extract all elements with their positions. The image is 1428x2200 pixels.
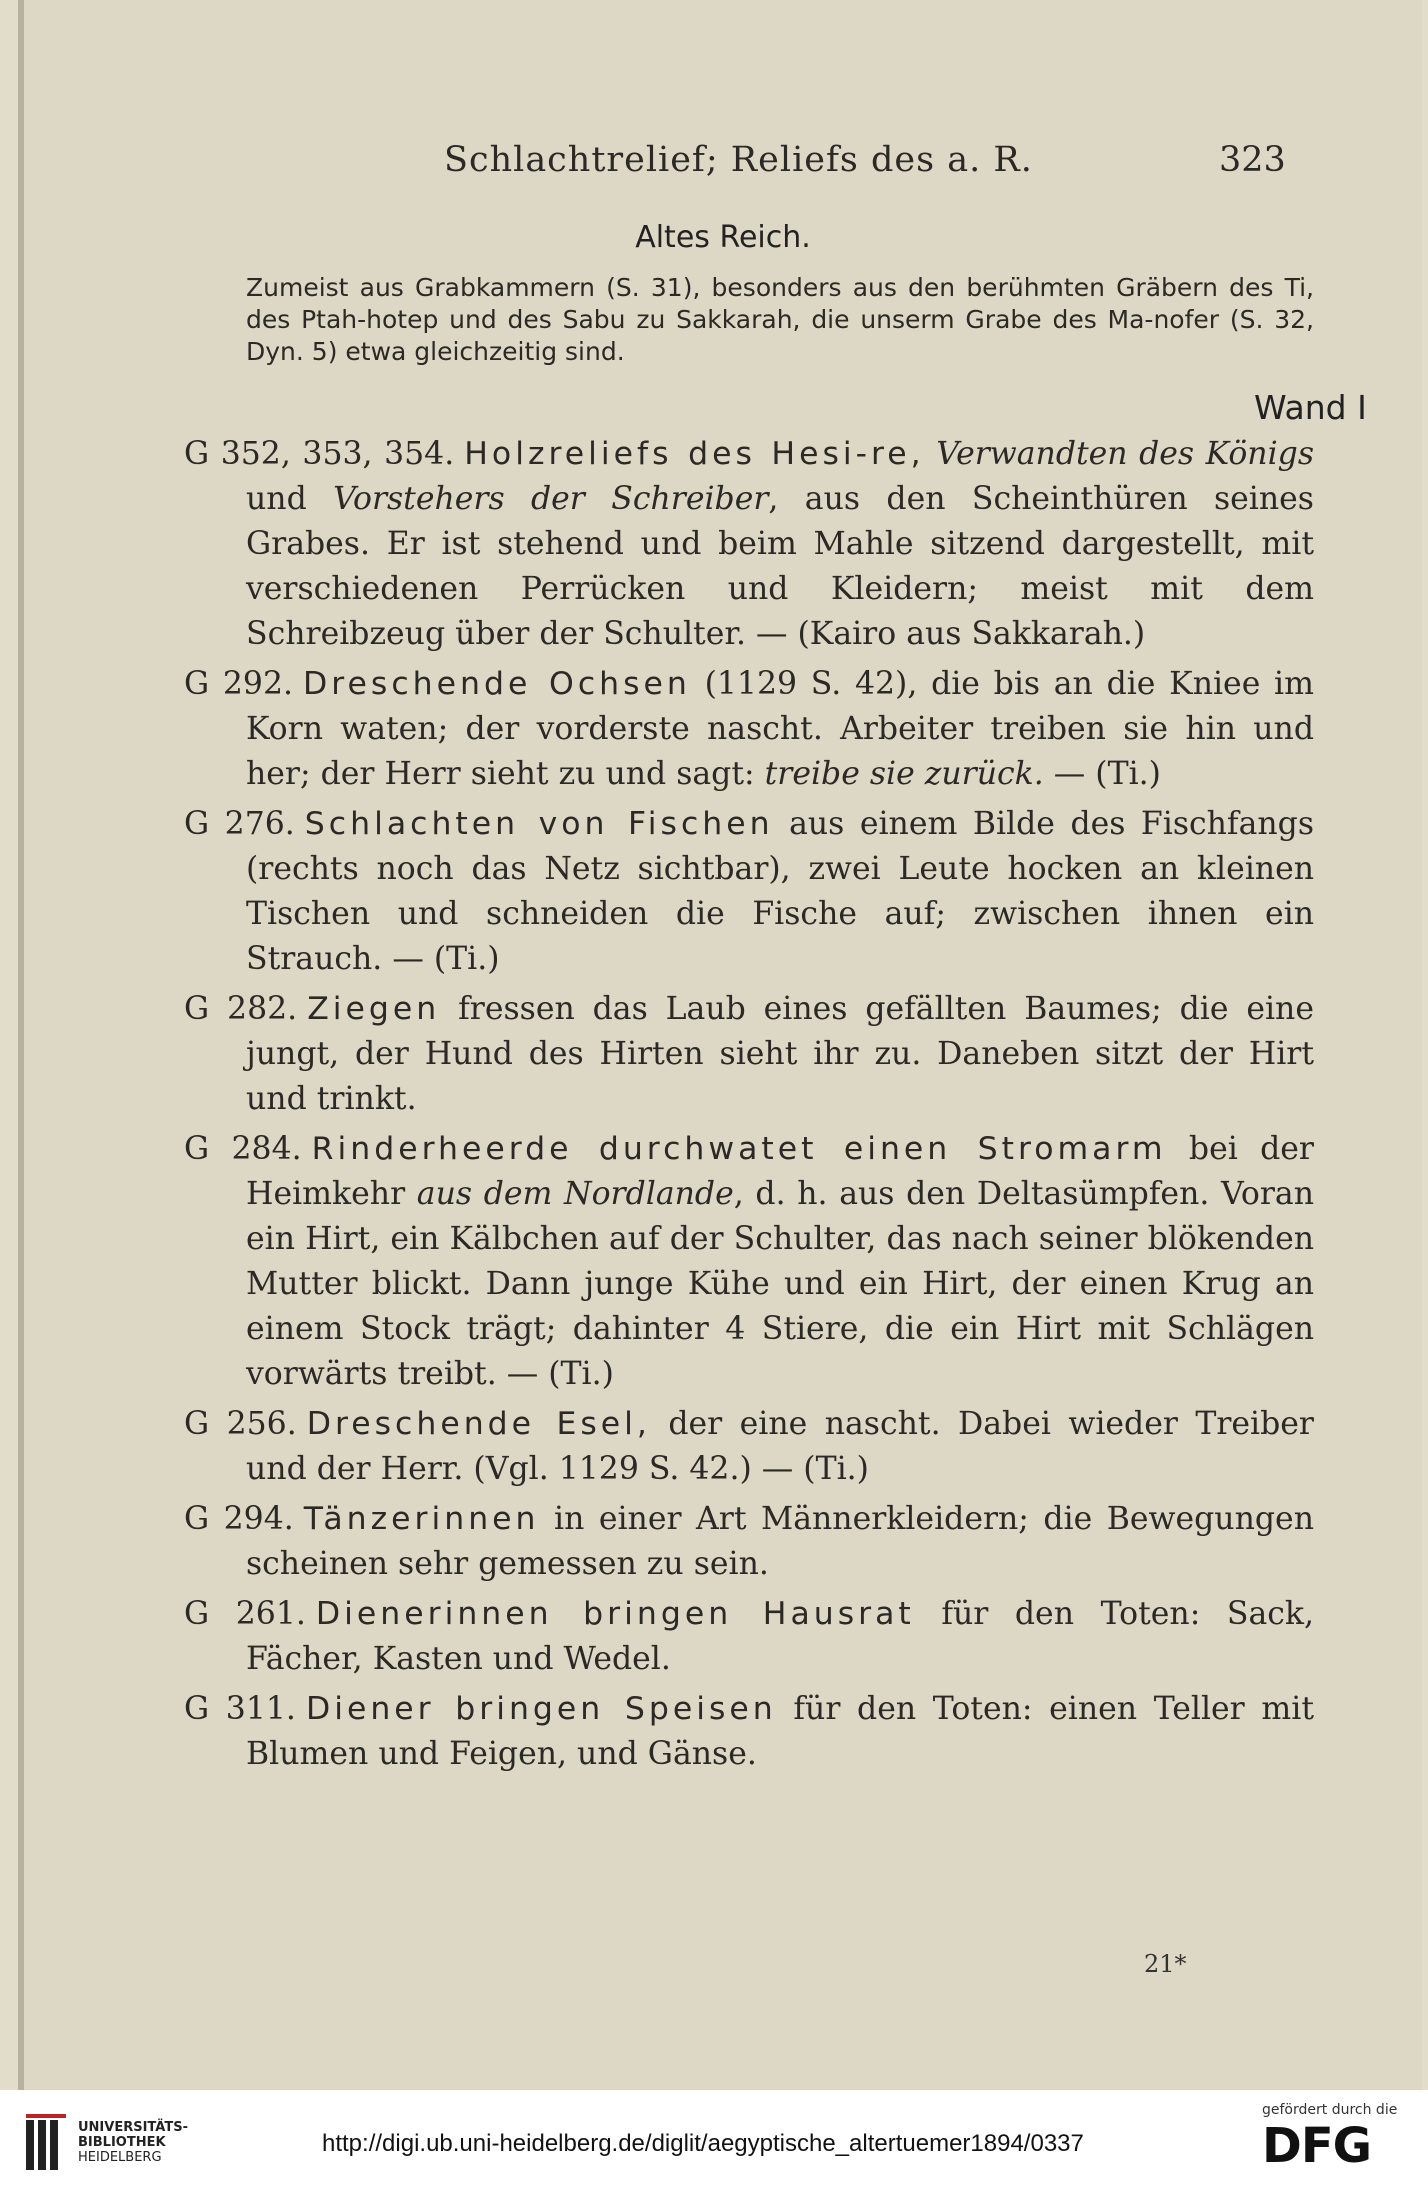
catalog-entry (184, 1127, 1314, 1397)
entry-number: G 294. (184, 1501, 294, 1537)
catalog-entry (184, 1402, 1314, 1492)
signature-mark: 21* (1144, 1950, 1187, 1978)
catalog-entry (184, 1687, 1314, 1777)
entry-title: Tänzerinnen (303, 1501, 540, 1537)
entry-title: Dreschende Ochsen (303, 666, 691, 702)
entry-title: Diener bringen Speisen (305, 1691, 777, 1727)
library-name-line: BIBLIOTHEK (78, 2135, 166, 2150)
entry-text: in einer Art Männerkleidern; die Bewegungen scheinen sehr gemessen zu sein. (246, 1501, 1314, 1582)
entry-number: G 256. (184, 1406, 297, 1442)
library-name-line: HEIDELBERG (78, 2150, 162, 2165)
entry-text: — (Ti.) (1043, 756, 1161, 792)
entry-text: , d. h. aus den Deltasümpfen. Voran ein Hirt, ein Kälbchen auf der Schulter, das nach seiner blökenden Mutter blickt. Dann junge Kühe und ein Hirt, der einen Krug an einem Stock trägt; dahinter 4 Stiere, die ein Hirt mit Schlägen vorwärts treibt. — (Ti.) (246, 1176, 1314, 1392)
entry-title: Holzreliefs des Hesi-re, (464, 436, 925, 472)
entry-text: (1129 S. 42), die bis an die Kniee im Korn waten; der vorderste nascht. Arbeiter treiben sie hin und her; der Herr sieht zu und sagt: (246, 666, 1314, 792)
running-head: Schlachtrelief; Reliefs des a. R. (444, 140, 1033, 180)
library-name-line: UNIVERSITÄTS- (78, 2120, 188, 2135)
wall-label: Wand I (1254, 388, 1367, 427)
entry-text: aus einem Bilde des Fischfangs (rechts noch das Netz sichtbar), zwei Leute hocken an kleinen Tischen und schneiden die Fische auf; zwischen ihnen ein Strauch. — (Ti.) (246, 806, 1314, 977)
page-number: 323 (1219, 140, 1286, 180)
entry-text: der eine nascht. Dabei wieder Treiber und der Herr. (Vgl. 1129 S. 42.) — (Ti.) (246, 1406, 1314, 1487)
entry-text (925, 436, 937, 472)
entry-number: G 282. (184, 991, 298, 1027)
entry-number: G 311. (184, 1691, 296, 1727)
entry-number: G 352, 353, 354. (184, 436, 455, 472)
intro-paragraph: Zumeist aus Grabkammern (S. 31), besonders aus den berühmten Gräbern des Ti, des Ptah-hotep und des Sabu zu Sakkarah, die unserm Grabe des Ma-nofer (S. 32, Dyn. 5) etwa gleichzeitig sind. (246, 273, 1314, 366)
entry-number: G 261. (184, 1596, 306, 1632)
entry-italic-text: Verwandten des Königs (936, 436, 1314, 472)
catalog-entry (184, 987, 1314, 1122)
entry-title: Dienerinnen bringen Hausrat (315, 1596, 915, 1632)
catalog-entry (184, 1592, 1314, 1682)
catalog-entry (184, 662, 1314, 797)
library-name (78, 2120, 188, 2165)
digitization-footer (0, 2090, 1428, 2200)
entry-text: für den Toten: Sack, Fächer, Kasten und Wedel. (246, 1596, 1314, 1677)
entry-number: G 292. (184, 666, 294, 702)
section-title: Altes Reich. (635, 220, 811, 255)
entry-text: für den Toten: einen Teller mit Blumen und Feigen, und Gänse. (246, 1691, 1314, 1772)
funded-by-text: gefördert durch die (1262, 2102, 1398, 2118)
entry-text: , aus den Scheinthüren seines Grabes. Er ist stehend und beim Mahle sitzend dargestellt, mit verschiedenen Perrücken und Kleidern; meist mit dem Schreibzeug über der Schulter. — (Kairo aus Sakkarah.) (246, 481, 1314, 652)
entry-italic-text: treibe sie zurück. (764, 756, 1044, 792)
entry-title: Rinderheerde durchwatet einen Stromarm (311, 1131, 1167, 1167)
entry-title: Dreschende Esel, (306, 1406, 651, 1442)
entry-number: G 284. (184, 1131, 302, 1167)
entry-italic-text: Vorstehers der Schreiber (333, 481, 769, 517)
entry-text: fressen das Laub eines gefällten Baumes; die eine jungt, der Hund des Hirten sieht ihr zu. Daneben sitzt der Hirt und trinkt. (246, 991, 1314, 1117)
entry-text: bei der Heimkehr (246, 1131, 1314, 1212)
entry-text: und (246, 481, 334, 517)
catalog-entry (184, 802, 1314, 982)
book-page (18, 0, 1422, 2090)
entry-title: Schlachten von Fischen (304, 806, 774, 842)
entry-number: G 276. (184, 806, 295, 842)
permalink-url[interactable]: http://digi.ub.uni-heidelberg.de/diglit/aegyptische_altertuemer1894/0337 (322, 2130, 1084, 2157)
catalog-entry (184, 1497, 1314, 1587)
entry-title: Ziegen (307, 991, 441, 1027)
catalog-entries (184, 432, 1314, 1782)
page-header (24, 140, 1422, 190)
catalog-entry (184, 432, 1314, 657)
dfg-logo: DFG (1262, 2118, 1372, 2174)
entry-italic-text: aus dem Nordlande (416, 1176, 734, 1212)
